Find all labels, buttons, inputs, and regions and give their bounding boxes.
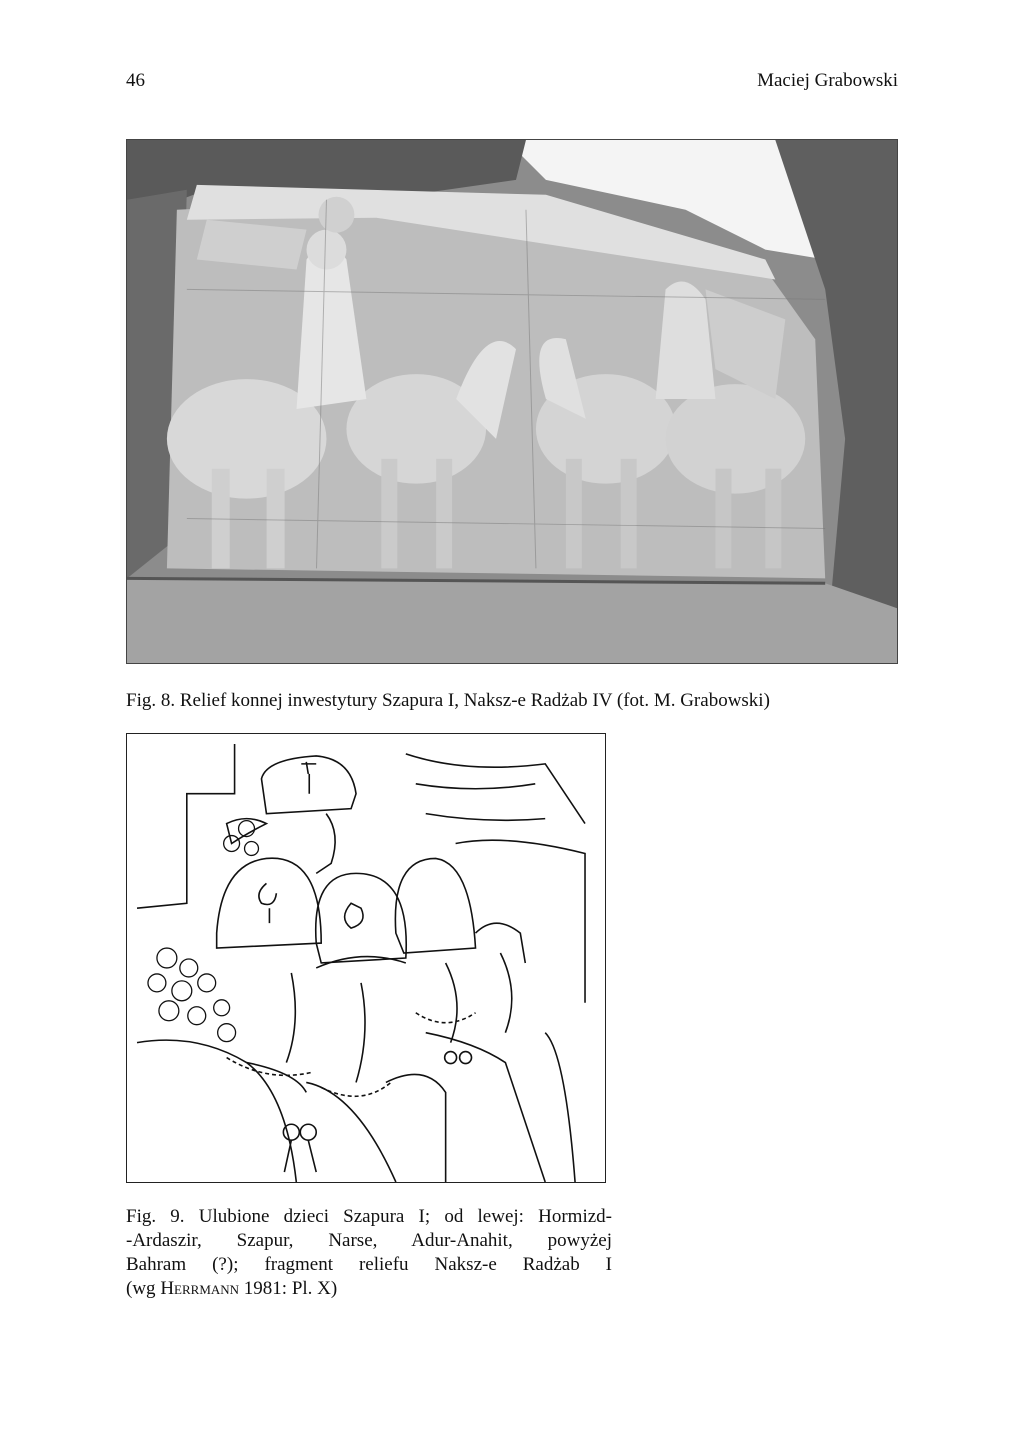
citation-author: Herrmann [160, 1278, 240, 1299]
figure-9-caption-line-4 [126, 1277, 612, 1301]
figure-9-caption-line-3: Bahram (?); fragment reliefu Naksz-e Radżab I [126, 1254, 612, 1275]
citation-suffix: 1981: Pl. X) [239, 1278, 338, 1299]
running-head-author: Maciej Grabowski [757, 70, 898, 91]
figure-9-caption-line-1: Fig. 9. Ulubione dzieci Szapura I; od lewej: Hormizd- [126, 1206, 612, 1227]
figure-9-drawing [126, 733, 606, 1183]
figure-9-caption [126, 1205, 612, 1301]
figure-8-caption: Fig. 8. Relief konnej inwestytury Szapura I, Naksz-e Radżab IV (fot. M. Grabowski) [126, 690, 770, 711]
page-number: 46 [126, 70, 145, 91]
figure-9-caption-line-2: -Ardaszir, Szapur, Narse, Adur-Anahit, powyżej [126, 1230, 612, 1251]
citation-prefix: (wg [126, 1278, 161, 1299]
figure-8-photo [126, 139, 898, 664]
